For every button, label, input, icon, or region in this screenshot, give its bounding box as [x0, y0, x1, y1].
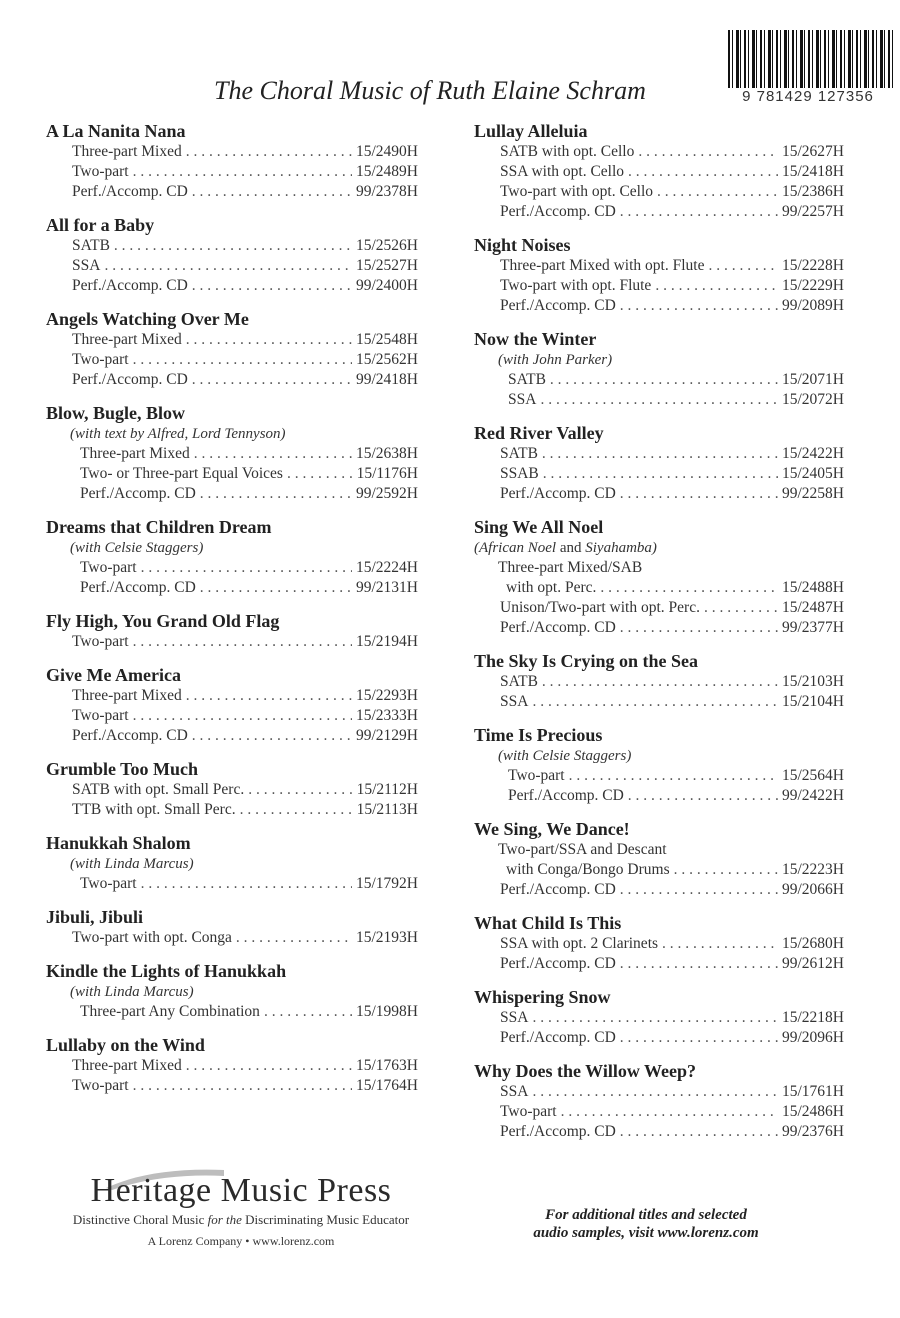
item-row: TTB with opt. Small Perc. . . . 15/2113H [72, 800, 418, 820]
page-title: The Choral Music of Ruth Elaine Schram [214, 76, 646, 105]
entry [46, 664, 418, 746]
item-pre-line: Three-part Mixed/SAB [498, 559, 643, 576]
publisher-company: A Lorenz Company • www.lorenz.com [147, 1234, 335, 1248]
item-row: Perf./Accomp. CD . . . 99/2400H [72, 276, 418, 296]
left-column [46, 120, 418, 1108]
item-row: Two-part . . . 15/2562H [72, 350, 418, 370]
item-row: SSA . . . 15/2218H [500, 1008, 844, 1028]
item-row: Two-part . . . 15/2224H [80, 558, 418, 578]
item-row: Perf./Accomp. CD . . . 99/2131H [80, 578, 418, 598]
item-row: Perf./Accomp. CD . . . 99/2378H [72, 182, 418, 202]
entry-title: Give Me America [46, 665, 181, 685]
entry-subtitle: (African Noel and Siyahamba) [474, 540, 657, 556]
item-row: SSAB . . . 15/2405H [500, 464, 844, 484]
item-row: SATB . . . 15/2071H [508, 370, 844, 390]
item-row: Two-part . . . 15/2564H [508, 766, 844, 786]
item-row: SATB with opt. Small Perc. . . . 15/2112H [72, 780, 418, 800]
item-row: Three-part Mixed . . . 15/2490H [72, 142, 418, 162]
entry-title: Lullay Alleluia [474, 121, 588, 141]
entry-title: The Sky Is Crying on the Sea [474, 651, 699, 671]
item-row: Three-part Mixed . . . 15/2293H [72, 686, 418, 706]
item-row: Two-part . . . 15/2489H [72, 162, 418, 182]
footer-note: For additional titles and selected audio samples, visit www.lorenz.com [533, 1207, 759, 1241]
entry [474, 328, 844, 410]
item-row: Perf./Accomp. CD . . . 99/2257H [500, 202, 844, 222]
item-row: Perf./Accomp. CD . . . 99/2258H [500, 484, 844, 504]
item-row: Two- or Three-part Equal Voices . . . 15/1176H [80, 464, 418, 484]
entry-title: Now the Winter [474, 329, 597, 349]
item-row: Three-part Any Combination . . . 15/1998H [80, 1002, 418, 1022]
entry-title: Sing We All Noel [474, 517, 604, 537]
publisher-tagline: Distinctive Choral Music for the Discriminating Music Educator [72, 1212, 410, 1227]
entry [474, 234, 844, 316]
entry [46, 960, 418, 1022]
entry-title: Dreams that Children Dream [46, 517, 272, 537]
entry-title: We Sing, We Dance! [474, 819, 630, 839]
item-row: Perf./Accomp. CD . . . 99/2422H [508, 786, 844, 806]
entry [474, 422, 844, 504]
entry [46, 120, 418, 202]
item-row: Two-part . . . 15/1792H [80, 874, 418, 894]
entry-title: A La Nanita Nana [46, 121, 186, 141]
entry-title: Hanukkah Shalom [46, 833, 191, 853]
item-row: Perf./Accomp. CD . . . 99/2089H [500, 296, 844, 316]
item-row: SATB . . . 15/2526H [72, 236, 418, 256]
right-column [474, 120, 844, 1154]
entry [46, 1034, 418, 1096]
item-row: Three-part Mixed . . . 15/2548H [72, 330, 418, 350]
entry-title: Red River Valley [474, 423, 604, 443]
entry [474, 516, 844, 638]
item-row: SATB . . . 15/2103H [500, 672, 844, 692]
item-row: SATB . . . 15/2422H [500, 444, 844, 464]
item-row: Two-part . . . 15/2333H [72, 706, 418, 726]
entry-title: Lullaby on the Wind [46, 1035, 205, 1055]
entry [474, 986, 844, 1048]
entry [474, 818, 844, 900]
entry-title: Blow, Bugle, Blow [46, 403, 186, 423]
item-row: Perf./Accomp. CD . . . 99/2376H [500, 1122, 844, 1142]
entry [46, 758, 418, 820]
entry [46, 832, 418, 894]
item-row: Three-part Mixed . . . 15/1763H [72, 1056, 418, 1076]
item-row: Two-part with opt. Conga . . . 15/2193H [72, 928, 418, 948]
entry [46, 906, 418, 948]
publisher-logo [46, 1172, 436, 1249]
item-row: SSA with opt. Cello . . . 15/2418H [500, 162, 844, 182]
item-row: Two-part with opt. Cello . . . 15/2386H [500, 182, 844, 202]
item-row: Perf./Accomp. CD . . . 99/2592H [80, 484, 418, 504]
item-row: Perf./Accomp. CD . . . 99/2129H [72, 726, 418, 746]
item-row: Three-part Mixed . . . 15/2638H [80, 444, 418, 464]
entry-title: Angels Watching Over Me [46, 309, 249, 329]
barcode [728, 30, 896, 88]
item-row: Unison/Two-part with opt. Perc. . . . 15/2487H [500, 598, 844, 618]
entry-title: What Child Is This [474, 913, 622, 933]
item-pre-line: Two-part/SSA and Descant [498, 841, 667, 858]
item-row: with Conga/Bongo Drums . . . 15/2223H [506, 860, 844, 880]
item-row: SSA . . . 15/2072H [508, 390, 844, 410]
item-row: Perf./Accomp. CD . . . 99/2377H [500, 618, 844, 638]
item-row: with opt. Perc. . . . 15/2488H [506, 578, 844, 598]
entry-title: Jibuli, Jibuli [46, 907, 144, 927]
isbn-number: 9 781429 127356 [742, 88, 874, 105]
entry [474, 650, 844, 712]
item-row: SSA with opt. 2 Clarinets . . . 15/2680H [500, 934, 844, 954]
entry-subtitle: (with John Parker) [498, 352, 613, 368]
item-row: Two-part . . . 15/2486H [500, 1102, 844, 1122]
entry-title: Why Does the Willow Weep? [474, 1061, 697, 1081]
item-row: SSA . . . 15/1761H [500, 1082, 844, 1102]
entry [474, 912, 844, 974]
entry-title: All for a Baby [46, 215, 155, 235]
entry [46, 214, 418, 296]
item-row: Perf./Accomp. CD . . . 99/2096H [500, 1028, 844, 1048]
entry-subtitle: (with text by Alfred, Lord Tennyson) [70, 426, 286, 442]
entry-title: Night Noises [474, 235, 571, 255]
publisher-name: Heritage Music Press [90, 1172, 392, 1209]
item-row: Two-part . . . 15/1764H [72, 1076, 418, 1096]
entry-subtitle: (with Celsie Staggers) [498, 748, 632, 764]
entry-subtitle: (with Linda Marcus) [70, 984, 194, 1000]
item-row: Three-part Mixed with opt. Flute . . . 15/2228H [500, 256, 844, 276]
item-row: Perf./Accomp. CD . . . 99/2066H [500, 880, 844, 900]
entry [474, 120, 844, 222]
entry-subtitle: (with Celsie Staggers) [70, 540, 204, 556]
item-row: Two-part . . . 15/2194H [72, 632, 418, 652]
item-row: SATB with opt. Cello . . . 15/2627H [500, 142, 844, 162]
item-row: Two-part with opt. Flute . . . 15/2229H [500, 276, 844, 296]
entry-title: Time Is Precious [474, 725, 603, 745]
item-row: Perf./Accomp. CD . . . 99/2418H [72, 370, 418, 390]
entry-title: Whispering Snow [474, 987, 611, 1007]
entry-title: Grumble Too Much [46, 759, 199, 779]
entry-title: Fly High, You Grand Old Flag [46, 611, 280, 631]
entry [46, 610, 418, 652]
entry [474, 1060, 844, 1142]
item-row: SSA . . . 15/2527H [72, 256, 418, 276]
entry-subtitle: (with Linda Marcus) [70, 856, 194, 872]
entry [46, 308, 418, 390]
entry [46, 402, 418, 504]
entry-title: Kindle the Lights of Hanukkah [46, 961, 287, 981]
entry [474, 724, 844, 806]
item-row: SSA . . . 15/2104H [500, 692, 844, 712]
item-row: Perf./Accomp. CD . . . 99/2612H [500, 954, 844, 974]
entry [46, 516, 418, 598]
